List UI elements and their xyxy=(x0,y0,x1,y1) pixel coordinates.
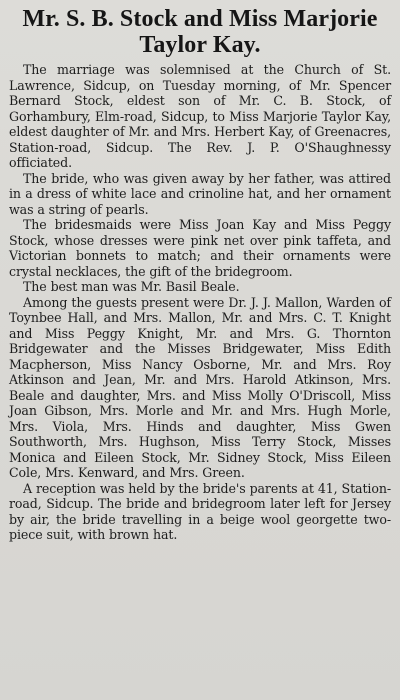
article-body xyxy=(9,62,391,543)
paragraph-bridesmaids: The bridesmaids were Miss Joan Kay and Miss Peggy Stock, whose dresses were pink net over pink taffeta, and Victorian bonnets to match; and their ornaments were crystal necklaces, the gift of the bridegroom. xyxy=(9,217,391,279)
headline: Mr. S. B. Stock and Miss Marjorie Taylor Kay. xyxy=(22,6,378,58)
paragraph-reception: A reception was held by the bride's parents at 41, Station-road, Sidcup. The bride and bridegroom later left for Jersey by air, the bride travelling in a beige wool georgette two-piece suit, with brown hat. xyxy=(9,480,391,542)
paragraph-bride-attire: The bride, who was given away by her father, was attired in a dress of white lace and crinoline hat, and her ornament was a string of pearls. xyxy=(9,170,391,217)
paragraph-ceremony: The marriage was solemnised at the Church of St. Lawrence, Sidcup, on Tuesday morning, of Mr. Spencer Bernard Stock, eldest son of Mr. C. B. Stock, of Gorhambury, Elm-road, Sidcup, to Miss Marjorie Taylor Kay, eldest daughter of Mr. and Mrs. Herbert Kay, of Greenacres, Station-road, Sidcup. The Rev. J. P. O'Shaughnessy officiated. xyxy=(9,62,391,170)
paragraph-guests: Among the guests present were Dr. J. J. Mallon, Warden of Toynbee Hall, and Mrs. Mallon, Mr. and Mrs. C. T. Knight and Miss Peggy Knight, Mr. and Mrs. G. Thornton Bridgewater and the Misses Bridgewater, Miss Edith Macpherson, Miss Nancy Osborne, Mr. and Mrs. Roy Atkinson and Jean, Mr. and Mrs. Harold Atkinson, Mrs. Beale and daughter, Mrs. and Miss Molly O'Driscoll, Miss Joan Gibson, Mrs. Morle and Mr. and Mrs. Hugh Morle, Mrs. Viola, Mrs. Hinds and daughter, Miss Gwen Southworth, Mrs. Hughson, Miss Terry Stock, Misses Monica and Eileen Stock, Mr. Sidney Stock, Miss Eileen Cole, Mrs. Kenward, and Mrs. Green. xyxy=(9,294,391,480)
paragraph-best-man: The best man was Mr. Basil Beale. xyxy=(23,279,240,294)
